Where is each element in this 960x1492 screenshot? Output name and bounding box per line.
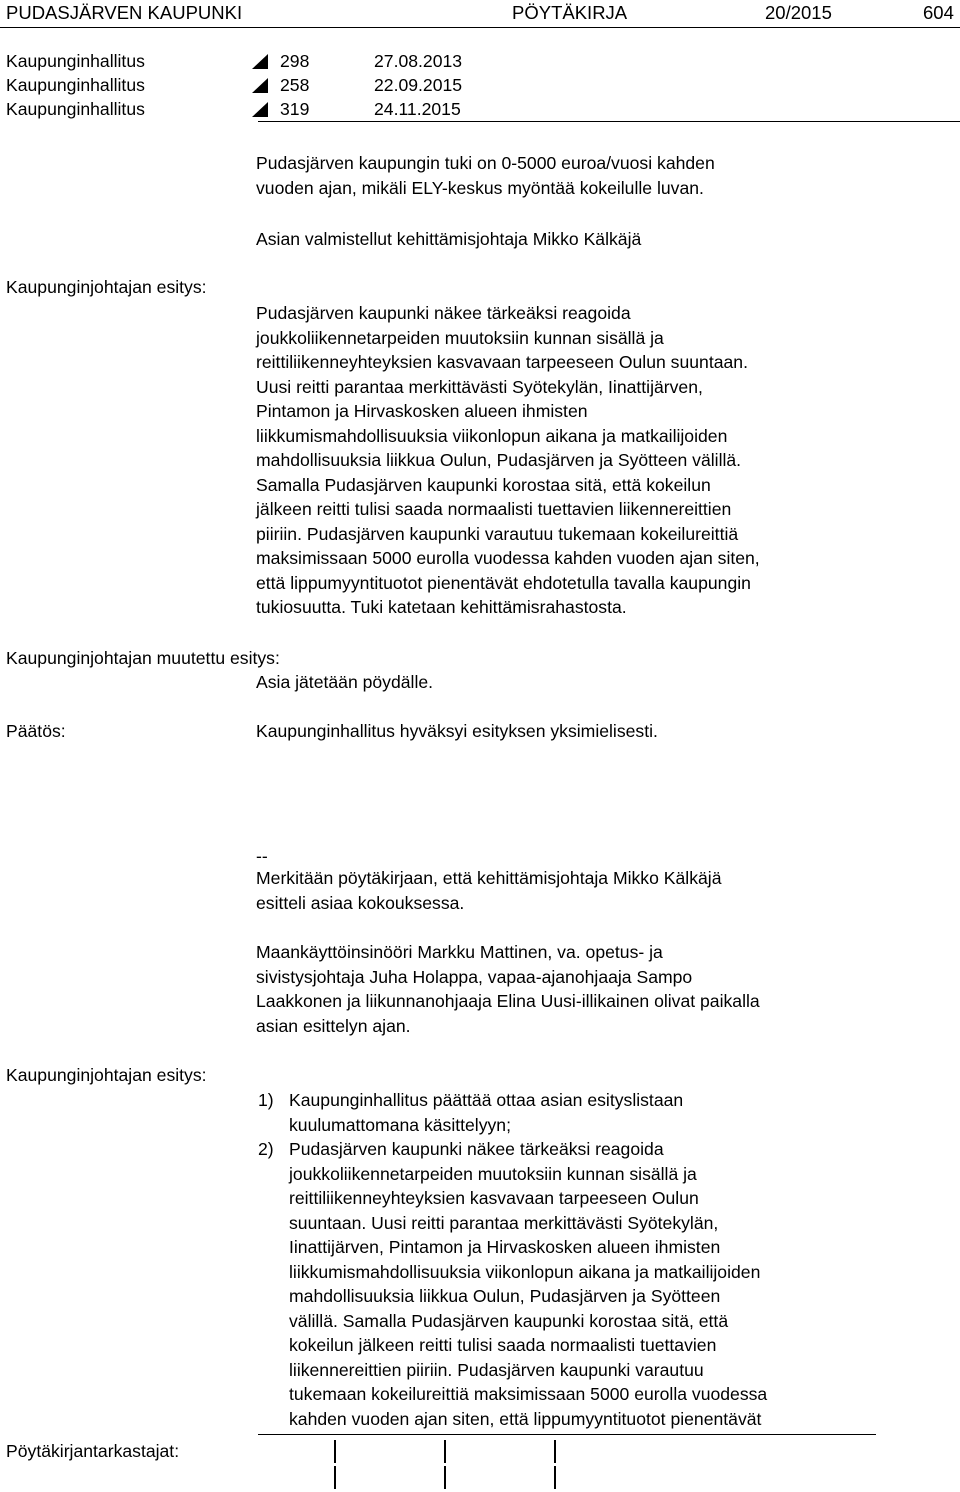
reference-date: 22.09.2015 — [374, 75, 463, 95]
proposal-label: Kaupunginjohtajan esitys: — [6, 1065, 207, 1085]
text-line: esitteli asiaa kokouksessa. — [256, 892, 465, 913]
text-line: Pudasjärven kaupunki näkee tärkeäksi reagoida — [289, 1139, 664, 1159]
reference-section: 258 — [280, 75, 310, 95]
modified-proposal-label: Kaupunginjohtajan muutettu esitys: — [6, 648, 280, 668]
proposal-list — [256, 1088, 896, 1431]
separator-text: -- — [256, 846, 268, 866]
reference-divider — [258, 121, 960, 122]
text-line: liikkumismahdollisuuksia viikonlopun aikana ja matkailijoiden — [256, 425, 728, 446]
document-type: PÖYTÄKIRJA — [512, 2, 628, 23]
paragraph-marker-icon — [252, 54, 268, 69]
text-line: Pudasjärven kaupunki näkee tärkeäksi reagoida — [256, 303, 631, 323]
text-line: Merkitään pöytäkirjaan, että kehittämisjohtaja Mikko Kälkäjä — [256, 868, 722, 888]
page-number: 604 — [923, 2, 954, 23]
text-line: joukkoliikennetarpeiden muutoksiin kunnan sisällä ja — [256, 327, 664, 348]
text-line: reittiliikenneyhteyksien kasvavaan tarpeeseen Oulun suuntaan. — [256, 352, 748, 372]
modified-proposal-text — [256, 670, 896, 695]
reference-date: 27.08.2013 — [374, 51, 463, 71]
reference-row — [6, 49, 706, 73]
reference-body: Kaupunginhallitus — [6, 51, 145, 71]
text-line: asian esittelyn ajan. — [256, 1015, 411, 1036]
signature-line — [334, 1466, 336, 1489]
footer-label: Pöytäkirjantarkastajat: — [6, 1441, 180, 1461]
text-line: Kaupunginhallitus hyväksyi esityksen yksimielisesti. — [256, 721, 658, 741]
paragraph-marker-icon — [252, 78, 268, 93]
preparer-line — [256, 227, 896, 252]
document-header — [0, 0, 960, 26]
list-item — [256, 1088, 896, 1137]
text-line: suuntaan. Uusi reitti parantaa merkittävästi Syötekylän, — [289, 1212, 719, 1233]
text-line: piiriin. Pudasjärven kaupunki varautuu tukemaan kokeilureittiä — [256, 523, 739, 544]
text-line: kuulumattomana käsittelyyn; — [289, 1114, 511, 1135]
text-line: Pintamon ja Hirvaskosken alueen ihmisten — [256, 401, 588, 421]
reference-row — [6, 73, 706, 97]
proposal-label: Kaupunginjohtajan esitys: — [6, 277, 207, 297]
paragraph-marker-icon — [252, 102, 268, 117]
text-line: tukiosuutta. Tuki katetaan kehittämisrahastosta. — [256, 597, 627, 617]
decision-text — [256, 719, 896, 744]
signature-line — [334, 1440, 336, 1463]
reference-section: 298 — [280, 51, 310, 71]
text-line: välillä. Samalla Pudasjärven kaupunki korostaa sitä, että — [289, 1310, 729, 1331]
text-line: liikkumismahdollisuuksia viikonlopun aikana ja matkailijoiden — [289, 1261, 761, 1282]
document-number: 20/2015 — [765, 2, 832, 23]
reference-date: 24.11.2015 — [374, 99, 461, 119]
text-line: kokeilun jälkeen reitti tulisi saada normaalisti tuettavien — [289, 1335, 717, 1355]
text-line: Uusi reitti parantaa merkittävästi Syötekylän, Iinattijärven, — [256, 376, 703, 397]
text-line: mahdollisuuksia liikkua Oulun, Pudasjärven ja Syötteen välillä. — [256, 450, 742, 470]
reference-body: Kaupunginhallitus — [6, 99, 145, 119]
header-divider — [0, 27, 960, 28]
text-line: reittiliikenneyhteyksien kasvavaan tarpeeseen Oulun — [289, 1188, 699, 1208]
reference-body: Kaupunginhallitus — [6, 75, 145, 95]
text-line: Maankäyttöinsinööri Markku Mattinen, va. opetus- ja — [256, 942, 663, 962]
text-line: että lippumyyntituotot pienentävät ehdotetulla tavalla kaupungin — [256, 572, 751, 593]
reference-section: 319 — [280, 99, 310, 119]
organization-name: PUDASJÄRVEN KAUPUNKI — [6, 2, 243, 23]
decision-label: Päätös: — [6, 721, 66, 741]
text-line: joukkoliikennetarpeiden muutoksiin kunnan sisällä ja — [289, 1163, 697, 1184]
text-line: maksimissaan 5000 eurolla vuodessa kahden vuoden ajan siten, — [256, 548, 760, 568]
signature-line — [554, 1440, 556, 1463]
text-line: Pudasjärven kaupungin tuki on 0-5000 euroa/vuosi kahden — [256, 153, 715, 173]
text-line: Samalla Pudasjärven kaupunki korostaa sitä, että kokeilun — [256, 474, 711, 495]
attendees-paragraph — [256, 940, 896, 1038]
signature-line — [554, 1466, 556, 1489]
reference-row — [6, 97, 706, 121]
list-item-number: 1) — [258, 1090, 274, 1110]
text-line: tukemaan kokeilureittiä maksimissaan 5000 eurolla vuodessa — [289, 1384, 768, 1404]
text-line: vuoden ajan, mikäli ELY-keskus myöntää kokeilulle luvan. — [256, 177, 704, 198]
text-line: Asian valmistellut kehittämisjohtaja Mikko Kälkäjä — [256, 229, 642, 249]
text-line: mahdollisuuksia liikkua Oulun, Pudasjärven ja Syötteen — [289, 1286, 721, 1306]
text-line: Laakkonen ja liikunnanohjaaja Elina Uusi-illikainen olivat paikalla — [256, 991, 760, 1011]
footer-divider — [258, 1434, 876, 1435]
signature-line — [444, 1466, 446, 1489]
text-line: kahden vuoden ajan siten, että lippumyyntituotot pienentävät — [289, 1408, 762, 1429]
text-line: Asia jätetään pöydälle. — [256, 672, 434, 692]
signature-line — [444, 1440, 446, 1463]
note-paragraph — [256, 866, 896, 915]
intro-paragraph — [256, 151, 896, 200]
text-line: Kaupunginhallitus päättää ottaa asian esityslistaan — [289, 1090, 684, 1110]
list-item — [256, 1137, 896, 1431]
list-item-number: 2) — [258, 1139, 274, 1159]
proposal-paragraph — [256, 301, 896, 620]
text-line: Iinattijärven, Pintamon ja Hirvaskosken alueen ihmisten — [289, 1237, 721, 1257]
separator — [256, 844, 896, 869]
text-line: sivistysjohtaja Juha Holappa, vapaa-ajanohjaaja Sampo — [256, 966, 693, 987]
text-line: jälkeen reitti tulisi saada normaalisti tuettavien liikennereittien — [256, 499, 732, 519]
text-line: liikennereittien piiriin. Pudasjärven kaupunki varautuu — [289, 1359, 704, 1380]
